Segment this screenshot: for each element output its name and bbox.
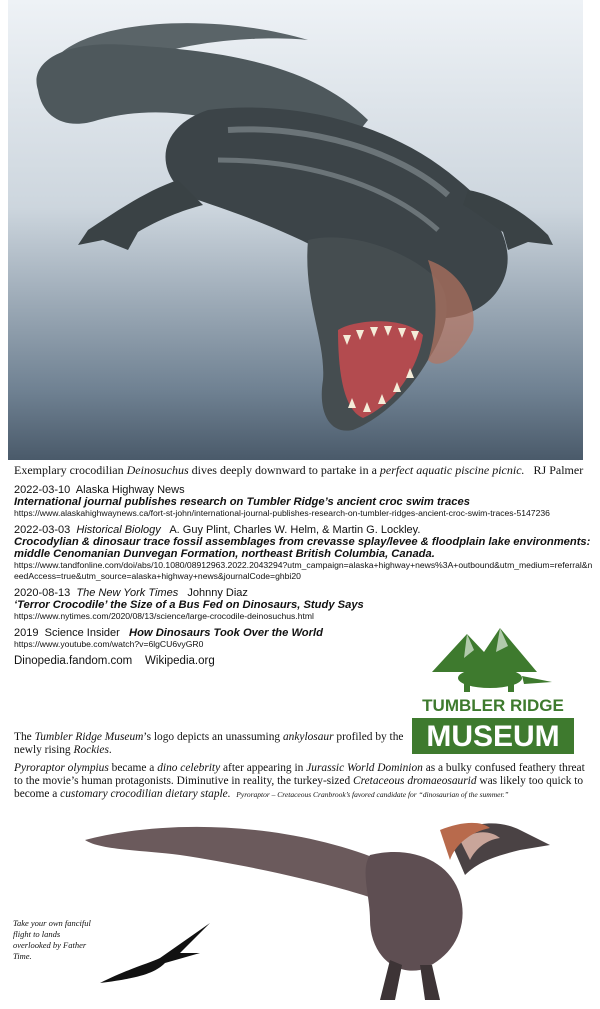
- species-name: Pyroraptor olympius: [14, 762, 109, 774]
- source-authors: Johnny Diaz: [187, 587, 248, 599]
- source-headline: ‘Terror Crocodile’ the Size of a Bus Fed on Dinosaurs, Study Says: [14, 599, 364, 611]
- source-date: 2022-03-10: [14, 484, 71, 496]
- source-date: 2020-08-13: [14, 587, 71, 599]
- pyroraptor-note: Pyroraptor – Cretaceous Cranbrook’s favored candidate for “dinosaurian of the summer.”: [236, 790, 509, 799]
- source-authors: A. Guy Plint, Charles W. Helm, & Martin G. Lockley.: [169, 524, 421, 536]
- film-title: Jurassic World Dominion: [306, 762, 423, 774]
- source-headline: Crocodylian & dinosaur trace fossil assemblages from crevasse splay/levee & floodplain lake environments: middle Cenomanian Dunvegan Formation, northeast British Columbia, Canada.: [14, 536, 591, 560]
- text: dino celebrity: [157, 762, 221, 774]
- museum-name: Tumbler Ridge Museum: [34, 731, 144, 743]
- source-outlet: Alaska Highway News: [75, 484, 185, 496]
- text: was likely too quick to become a: [14, 775, 584, 800]
- text: ’s logo depicts an unassuming: [143, 731, 283, 743]
- text: profiled by the newly rising: [14, 731, 404, 756]
- source-url[interactable]: https://www.tandfonline.com/doi/abs/10.1080/08912963.2022.2043294?utm_campaign=alaska+highway+news%3A+outbound&utm_medium=referral&needAccess=true&utm_source=alaska+highway+news&journalCode=ghbi20: [14, 560, 593, 581]
- link-wikipedia[interactable]: Wikipedia.org: [145, 655, 215, 667]
- caption-genus: Deinosuchus: [126, 463, 189, 477]
- tumbler-ridge-museum-logo: [412, 622, 574, 754]
- text: The: [14, 731, 35, 743]
- caption-credit: RJ Palmer: [533, 463, 584, 477]
- source-outlet: The New York Times: [76, 587, 179, 599]
- source-outlet: Historical Biology: [76, 524, 161, 536]
- illustration-caption: [14, 463, 594, 478]
- caption-mid: dives deeply downward to partake in a: [188, 463, 380, 477]
- caption-pre: Exemplary crocodilian: [14, 463, 127, 477]
- source-entry: [14, 484, 594, 519]
- logo-description: [14, 731, 409, 757]
- text: after appearing in: [220, 762, 307, 774]
- source-url[interactable]: https://www.nytimes.com/2020/08/13/science/large-crocodile-deinosuchus.html: [14, 611, 314, 621]
- logo-bottom-text: MUSEUM: [426, 720, 560, 753]
- handwritten-note: Take your own fanciful flight to lands overlooked by Father Time.: [13, 918, 91, 961]
- source-url[interactable]: https://www.alaskahighwaynews.ca/fort-st-john/international-journal-publishes-research-on-tumbler-ridges-ancient-croc-swim-traces-5147236: [14, 508, 550, 518]
- text: became a: [108, 762, 158, 774]
- logo-top-text: TUMBLER RIDGE: [422, 696, 564, 715]
- text: Cretaceous dromaeosaurid: [353, 775, 477, 787]
- ankylosaur-term: ankylosaur: [282, 731, 334, 743]
- text: .: [108, 744, 112, 756]
- source-entry: [14, 524, 594, 582]
- source-outlet: Science Insider: [44, 627, 120, 639]
- caption-phrase: perfect aquatic piscine picnic.: [379, 463, 525, 477]
- source-headline: How Dinosaurs Took Over the World: [129, 627, 323, 639]
- source-date: 2019: [14, 627, 39, 639]
- source-entry: [14, 587, 594, 622]
- deinosuchus-illustration: [8, 0, 583, 460]
- source-url[interactable]: https://www.youtube.com/watch?v=6lgCU6vyGR0: [14, 639, 204, 649]
- pyroraptor-paragraph: [14, 762, 596, 801]
- link-dinopedia[interactable]: Dinopedia.fandom.com: [14, 655, 133, 667]
- pterosaur-silhouette: [100, 918, 220, 988]
- rockies-term: Rockies: [73, 744, 109, 756]
- text: as a bulky confused feathery threat to the movie’s human protagonists. Diminutive in reality, the turkey-sized: [14, 762, 585, 787]
- source-date: 2022-03-03: [14, 524, 71, 536]
- text: customary crocodilian dietary staple.: [60, 788, 231, 800]
- source-headline: International journal publishes research on Tumbler Ridge’s ancient croc swim traces: [14, 496, 470, 508]
